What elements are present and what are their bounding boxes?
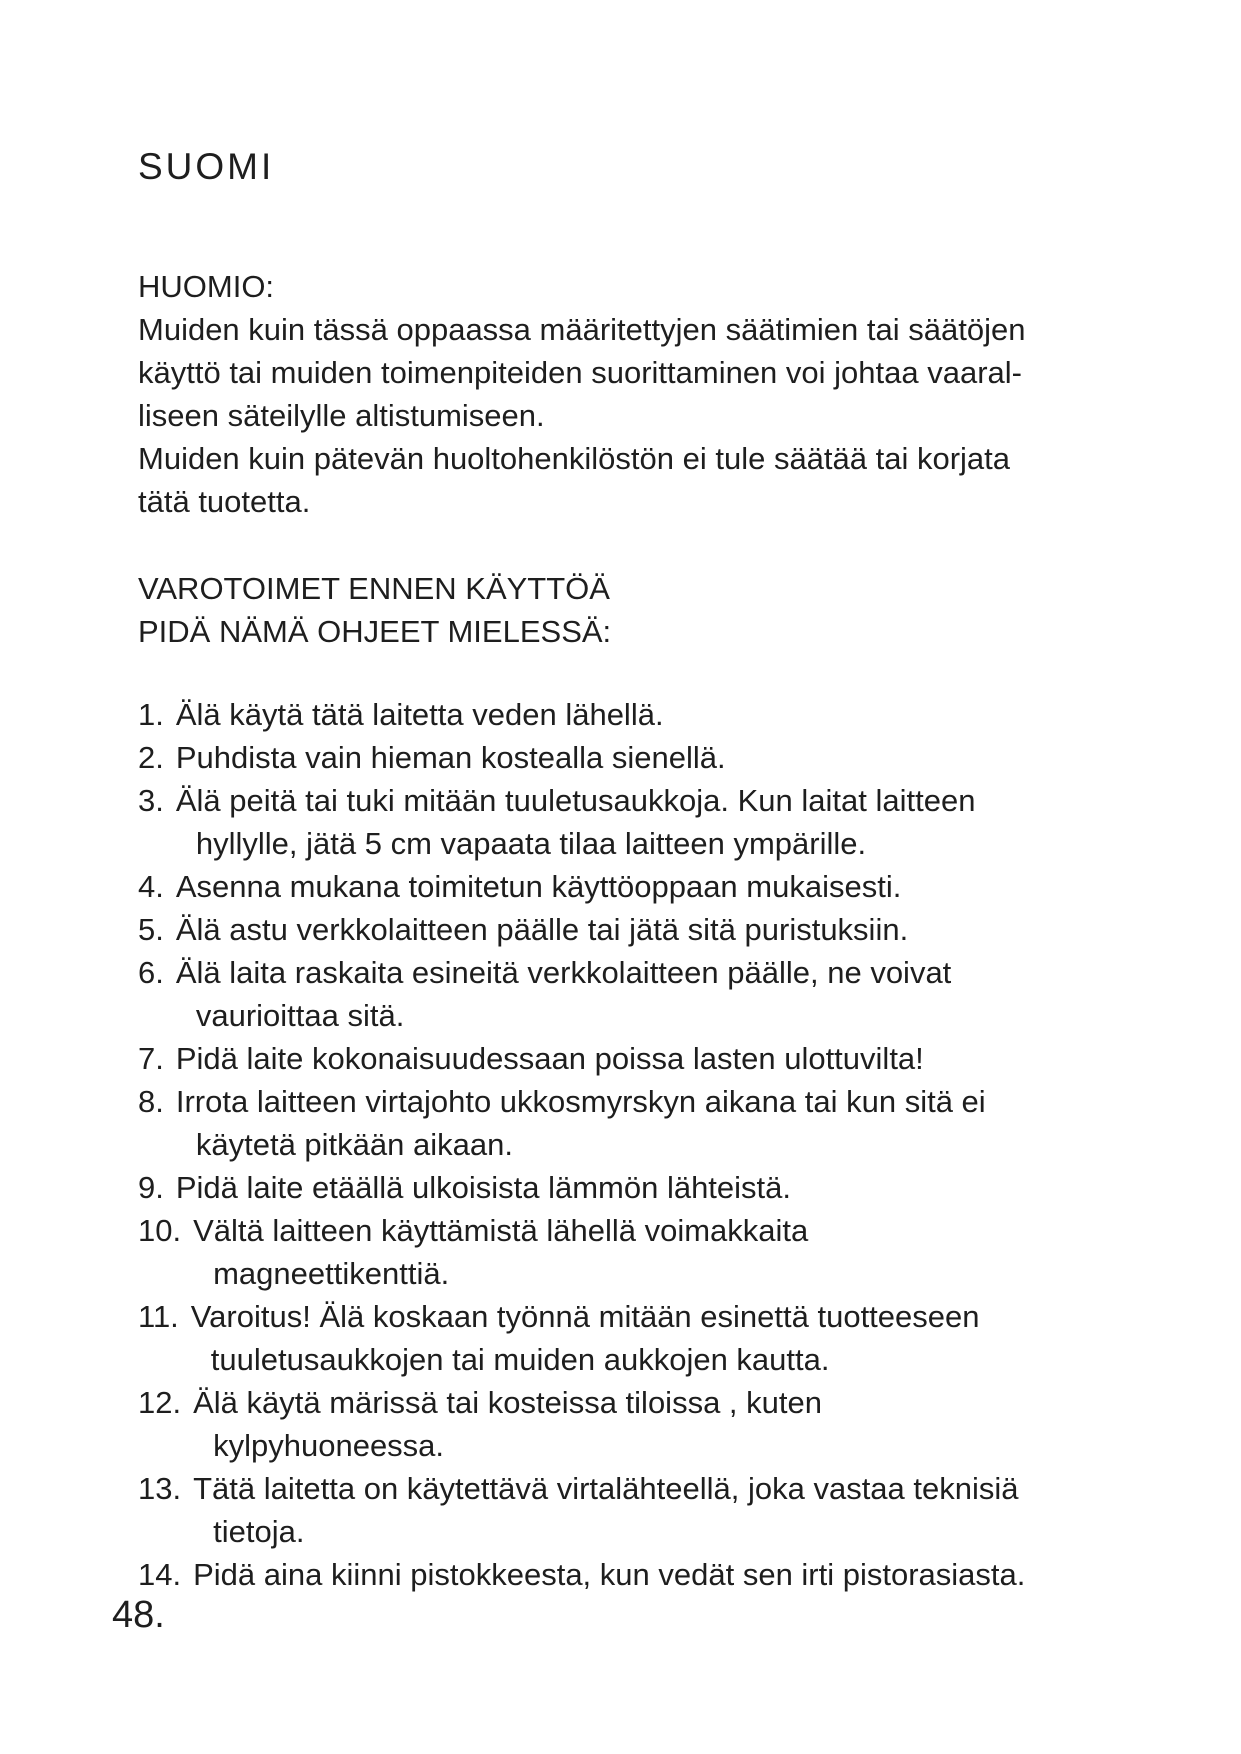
list-item bbox=[138, 1553, 1138, 1596]
list-item-number: 8. bbox=[138, 1084, 164, 1119]
notice-line: tätä tuotetta. bbox=[138, 484, 311, 519]
list-item-line: Pidä laite kokonaisuudessaan poissa lasten ulottuvilta! bbox=[175, 1041, 924, 1076]
list-item-line: Älä peitä tai tuki mitään tuuletusaukkoja. Kun laitat laitteen bbox=[175, 783, 976, 818]
list-item-line: Älä käytä tätä laitetta veden lähellä. bbox=[175, 697, 664, 732]
list-item-continuation: kylpyhuoneessa. bbox=[213, 1428, 445, 1463]
list-item-text bbox=[176, 693, 1138, 736]
list-item-line: Puhdista vain hieman kostealla sienellä. bbox=[175, 740, 726, 775]
list-item-line: Älä astu verkkolaitteen päälle tai jätä sitä puristuksiin. bbox=[175, 912, 909, 947]
list-item-line: Vältä laitteen käyttämistä lähellä voimakkaita bbox=[193, 1213, 809, 1248]
list-item-number: 7. bbox=[138, 1041, 164, 1076]
list-item-number: 3. bbox=[138, 783, 164, 818]
list-item-continuation: magneettikenttiä. bbox=[213, 1256, 450, 1291]
list-item-number: 14. bbox=[138, 1557, 182, 1592]
precautions-heading: VAROTOIMET ENNEN KÄYTTÖÄ bbox=[138, 571, 610, 606]
list-item-text bbox=[176, 779, 1138, 865]
list-item-continuation: hyllylle, jätä 5 cm vapaata tilaa laitteen ympärille. bbox=[195, 826, 867, 861]
list-item-continuation: käytetä pitkään aikaan. bbox=[195, 1127, 513, 1162]
list-item-line: Asenna mukana toimitetun käyttöoppaan mukaisesti. bbox=[175, 869, 902, 904]
notice-line: käyttö tai muiden toimenpiteiden suorittaminen voi johtaa vaaral- bbox=[138, 355, 1022, 390]
list-item-number: 5. bbox=[138, 912, 164, 947]
list-item-continuation: vaurioittaa sitä. bbox=[195, 998, 405, 1033]
notice-line: Muiden kuin tässä oppaassa määritettyjen säätimien tai säätöjen bbox=[138, 312, 1026, 347]
list-item-line: Älä käytä märissä tai kosteissa tiloissa , kuten bbox=[193, 1385, 822, 1420]
notice-line: Muiden kuin pätevän huoltohenkilöstön ei tule säätää tai korjata bbox=[138, 441, 1011, 476]
list-item-text bbox=[176, 1080, 1138, 1166]
list-item-text bbox=[176, 951, 1138, 1037]
list-item-text bbox=[176, 1166, 1138, 1209]
page-number: 48. bbox=[112, 1594, 165, 1636]
list-item bbox=[138, 779, 1138, 865]
list-item-number: 12. bbox=[138, 1385, 182, 1420]
list-item-line: Irrota laitteen virtajohto ukkosmyrskyn aikana tai kun sitä ei bbox=[175, 1084, 986, 1119]
list-item bbox=[138, 693, 1138, 736]
list-item bbox=[138, 951, 1138, 1037]
list-item-line: Varoitus! Älä koskaan työnnä mitään esinettä tuotteeseen bbox=[190, 1299, 980, 1334]
list-item-number: 9. bbox=[138, 1170, 164, 1205]
list-item bbox=[138, 1037, 1138, 1080]
list-item-line: Pidä aina kiinni pistokkeesta, kun vedät sen irti pistorasiasta. bbox=[193, 1557, 1026, 1592]
precautions-subheading: PIDÄ NÄMÄ OHJEET MIELESSÄ: bbox=[138, 614, 612, 649]
language-heading: SUOMI bbox=[138, 146, 275, 187]
list-item bbox=[138, 1166, 1138, 1209]
list-item-continuation: tietoja. bbox=[213, 1514, 305, 1549]
list-item-number: 4. bbox=[138, 869, 164, 904]
list-item-text bbox=[193, 1209, 1138, 1295]
notice-line: liseen säteilylle altistumiseen. bbox=[138, 398, 545, 433]
list-item-text bbox=[176, 1037, 1138, 1080]
list-item-text bbox=[176, 908, 1138, 951]
list-item bbox=[138, 1381, 1138, 1467]
list-item-line: Pidä laite etäällä ulkoisista lämmön lähteistä. bbox=[175, 1170, 792, 1205]
list-item-text bbox=[191, 1295, 1138, 1381]
list-item-text bbox=[176, 736, 1138, 779]
list-item-line: Tätä laitetta on käytettävä virtalähteellä, joka vastaa teknisiä bbox=[193, 1471, 1019, 1506]
list-item bbox=[138, 736, 1138, 779]
list-item bbox=[138, 865, 1138, 908]
precautions-section bbox=[138, 567, 1118, 653]
list-item bbox=[138, 1080, 1138, 1166]
list-item-line: Älä laita raskaita esineitä verkkolaitteen päälle, ne voivat bbox=[175, 955, 952, 990]
list-item bbox=[138, 1295, 1138, 1381]
list-item-text bbox=[176, 865, 1138, 908]
safety-instruction-list bbox=[138, 693, 1138, 1596]
list-item-number: 11. bbox=[138, 1299, 179, 1334]
list-item-number: 13. bbox=[138, 1471, 182, 1506]
list-item-text bbox=[193, 1467, 1138, 1553]
list-item bbox=[138, 1467, 1138, 1553]
notice-section bbox=[138, 265, 1118, 523]
list-item-continuation: tuuletusaukkojen tai muiden aukkojen kautta. bbox=[210, 1342, 830, 1377]
list-item bbox=[138, 1209, 1138, 1295]
list-item bbox=[138, 908, 1138, 951]
notice-heading: HUOMIO: bbox=[138, 269, 275, 304]
list-item-number: 2. bbox=[138, 740, 164, 775]
list-item-text bbox=[193, 1553, 1138, 1596]
list-item-number: 10. bbox=[138, 1213, 182, 1248]
list-item-number: 6. bbox=[138, 955, 164, 990]
list-item-text bbox=[193, 1381, 1138, 1467]
list-item-number: 1. bbox=[138, 697, 164, 732]
